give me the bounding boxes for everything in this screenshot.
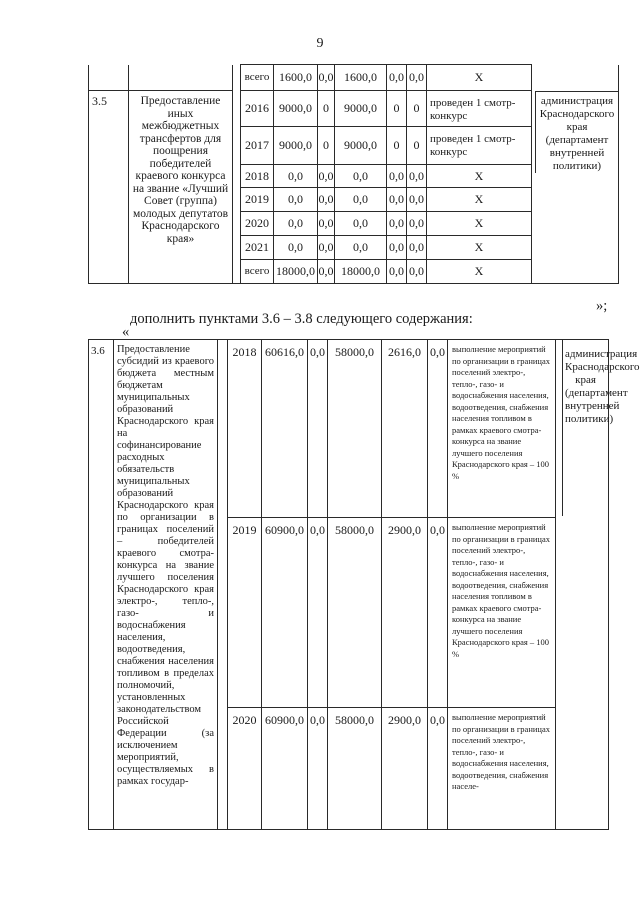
- result-cell: X: [427, 260, 532, 284]
- cell: 0,0: [318, 236, 335, 260]
- year-cell: 2018: [241, 165, 274, 188]
- result-cell: X: [427, 188, 532, 212]
- cell: 1600,0: [335, 65, 387, 91]
- year-cell: 2019: [241, 188, 274, 212]
- item-name: Предоставление субсидий из краевого бюджета местным бюджетам муниципальных образований Краснодарского края на софинансирование расходных обязательств муниципальных образований Краснодарского края по организации в границах поселений – победителей краевого смотра-конкурса на звание лучшего поселения Краснодарского края электро-, тепло-, газо- и водоснабжения населения, водоотведения, снабжения населения топливом в пределах полномочий, установленных законодательством Российской Федерации (за исключением мероприятий, осуществляемых в рамках государ-: [114, 340, 218, 830]
- year-cell: 2019: [228, 518, 262, 708]
- year-cell: всего: [241, 260, 274, 284]
- amendment-text: дополнить пунктами 3.6 – 3.8 следующего содержания:: [130, 311, 473, 327]
- cell: 2900,0: [382, 708, 428, 830]
- cell: 0,0: [335, 188, 387, 212]
- cell: 58000,0: [328, 708, 382, 830]
- cell: 18000,0: [335, 260, 387, 284]
- cell: 0,0: [407, 165, 427, 188]
- cell: 0,0: [318, 165, 335, 188]
- cell: 0,0: [387, 212, 407, 236]
- result-cell: X: [427, 236, 532, 260]
- year-cell: 2017: [241, 127, 274, 165]
- cell: 0,0: [308, 518, 328, 708]
- cell: 9000,0: [274, 91, 318, 127]
- cell: 60900,0: [262, 518, 308, 708]
- cell: 0,0: [407, 212, 427, 236]
- cell: 9000,0: [274, 127, 318, 165]
- cell: 0: [407, 91, 427, 127]
- item-name: Предоставление иных межбюджетных трансфертов для поощрения победителей краевого конкурса на звание «Лучший Совет (группа) молодых депутатов Краснодарского края»: [129, 91, 233, 284]
- cell: 0: [318, 127, 335, 165]
- executor-cell: [556, 340, 640, 830]
- cell: 0: [318, 91, 335, 127]
- cell: 0: [407, 127, 427, 165]
- cell: 0: [387, 127, 407, 165]
- cell: 0,0: [335, 236, 387, 260]
- result-cell: проведен 1 смотр-конкурс: [427, 91, 532, 127]
- cell: 0,0: [274, 188, 318, 212]
- item-number: 3.5: [89, 91, 129, 284]
- table-row: [89, 340, 609, 518]
- cell: 0,0: [387, 65, 407, 91]
- cell: 0,0: [308, 340, 328, 518]
- result-cell: X: [427, 212, 532, 236]
- cell: 0,0: [335, 212, 387, 236]
- year-cell: 2020: [241, 212, 274, 236]
- cell: 0,0: [387, 188, 407, 212]
- item-number: 3.6: [89, 340, 114, 830]
- cell: 0,0: [274, 165, 318, 188]
- cell: 0,0: [387, 260, 407, 284]
- result-cell: X: [427, 65, 532, 91]
- cell: 0,0: [387, 165, 407, 188]
- cell: 60616,0: [262, 340, 308, 518]
- cell: 0,0: [387, 236, 407, 260]
- closing-quote: »;: [596, 298, 608, 314]
- cell: 18000,0: [274, 260, 318, 284]
- cell: 2900,0: [382, 518, 428, 708]
- cell: 0,0: [428, 340, 448, 518]
- cell: 60900,0: [262, 708, 308, 830]
- cell: 0,0: [274, 236, 318, 260]
- result-cell: X: [427, 165, 532, 188]
- cell: 9000,0: [335, 127, 387, 165]
- cell: 9000,0: [335, 91, 387, 127]
- cell: 58000,0: [328, 340, 382, 518]
- table-row: [89, 65, 619, 91]
- cell: 0,0: [407, 260, 427, 284]
- cell: 0,0: [407, 65, 427, 91]
- cell: 0,0: [308, 708, 328, 830]
- executor-cell: [532, 91, 619, 284]
- executor-text: администрация Краснодарского края (департамент внутренней политики): [562, 340, 608, 516]
- cell: 1600,0: [274, 65, 318, 91]
- table-row: [89, 91, 619, 127]
- cell: 0,0: [428, 708, 448, 830]
- cell: 0,0: [318, 188, 335, 212]
- bottom-table: [88, 339, 640, 830]
- total-label: всего: [241, 65, 274, 91]
- cell: 0,0: [318, 260, 335, 284]
- opening-quote: «: [122, 324, 130, 340]
- executor-text: администрация Краснодарского края (департамент внутренней политики): [535, 91, 618, 173]
- cell: 0,0: [407, 188, 427, 212]
- cell: 58000,0: [328, 518, 382, 708]
- result-cell: выполнение мероприятий по организации в границах поселений электро-, тепло-, газо- и водоснабжения населения, водоотведения, снабжения населения топливом в рамках краевого смотра-конкурса на звание лучшего поселения Краснодарского края – 100 %: [448, 340, 556, 518]
- year-cell: 2020: [228, 708, 262, 830]
- cell: 0,0: [318, 212, 335, 236]
- year-cell: 2016: [241, 91, 274, 127]
- cell: 0,0: [407, 236, 427, 260]
- result-cell: выполнение мероприятий по организации в границах поселений электро-, тепло-, газо- и водоснабжения населения, водоотведения, снабжения населе-: [448, 708, 556, 830]
- year-cell: 2021: [241, 236, 274, 260]
- result-cell: выполнение мероприятий по организации в границах поселений электро-, тепло-, газо- и водоснабжения населения, водоотведения, снабжения населения топливом в рамках краевого смотра-конкурса на звание лучшего поселения Краснодарского края – 100 %: [448, 518, 556, 708]
- cell: 0,0: [335, 165, 387, 188]
- cell: 2616,0: [382, 340, 428, 518]
- year-cell: 2018: [228, 340, 262, 518]
- cell: 0: [387, 91, 407, 127]
- top-table: [88, 64, 619, 284]
- page-number: 9: [316, 36, 324, 51]
- cell: 0,0: [428, 518, 448, 708]
- result-cell: проведен 1 смотр-конкурс: [427, 127, 532, 165]
- cell: 0,0: [274, 212, 318, 236]
- cell: 0,0: [318, 65, 335, 91]
